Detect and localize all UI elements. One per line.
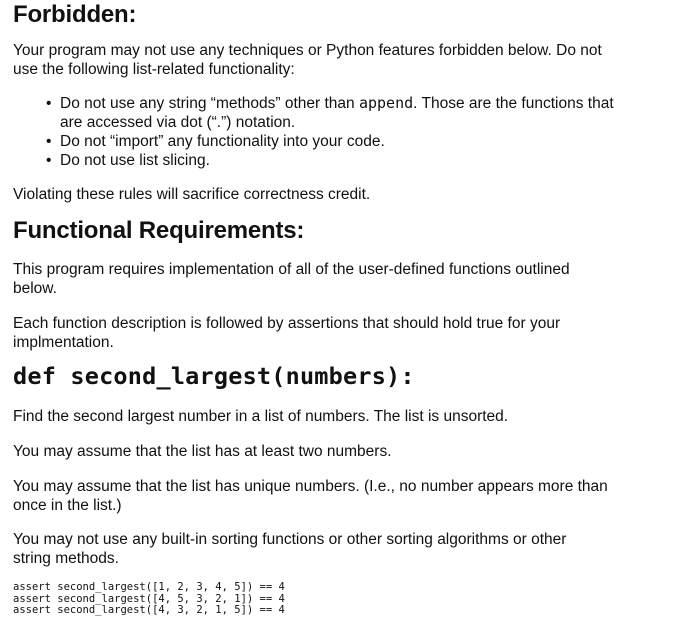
forbidden-heading: Forbidden: — [13, 1, 137, 28]
bullet-icon: • — [46, 133, 52, 150]
forbidden-warning: Violating these rules will sacrifice correctness credit. — [13, 186, 371, 203]
forbidden-rules-list — [13, 94, 620, 170]
bullet-icon: • — [46, 152, 52, 169]
function-signature: def second_largest(numbers): — [13, 362, 415, 390]
bullet-icon: • — [46, 95, 52, 112]
rule-item-slicing: • Do not use list slicing. — [46, 152, 210, 169]
functional-para-2: Each function description is followed by assertions that should hold true for your implmentation. — [13, 315, 561, 351]
function-desc-2: You may assume that the list has at least two numbers. — [13, 443, 392, 460]
forbidden-intro: Your program may not use any techniques or Python features forbidden below. Do not use the following list-related functionality: — [13, 42, 602, 78]
function-desc-1: Find the second largest number in a list of numbers. The list is unsorted. — [13, 408, 509, 425]
rule-item-string-methods: • Do not use any string “methods” other than append. Those are the functions that are accessed via dot (“.”) notation. — [46, 94, 614, 131]
assertion-line: assert second_largest([4, 5, 3, 2, 1]) == 4 — [13, 592, 285, 605]
function-desc-3: You may assume that the list has unique numbers. (I.e., no number appears more than once in the list.) — [13, 478, 608, 514]
assertions-code-block — [13, 582, 285, 617]
functional-heading: Functional Requirements: — [13, 217, 305, 244]
assertion-line: assert second_largest([1, 2, 3, 4, 5]) == 4 — [13, 581, 285, 593]
function-desc-4: You may not use any built-in sorting functions or other sorting algorithms or other string methods. — [13, 531, 567, 567]
functional-para-1: This program requires implementation of all of the user-defined functions outlined below. — [13, 261, 570, 297]
assertion-line: assert second_largest([4, 3, 2, 1, 5]) == 4 — [13, 604, 285, 616]
rule-item-import: • Do not “import” any functionality into your code. — [46, 133, 385, 150]
append-code: append — [358, 94, 414, 112]
